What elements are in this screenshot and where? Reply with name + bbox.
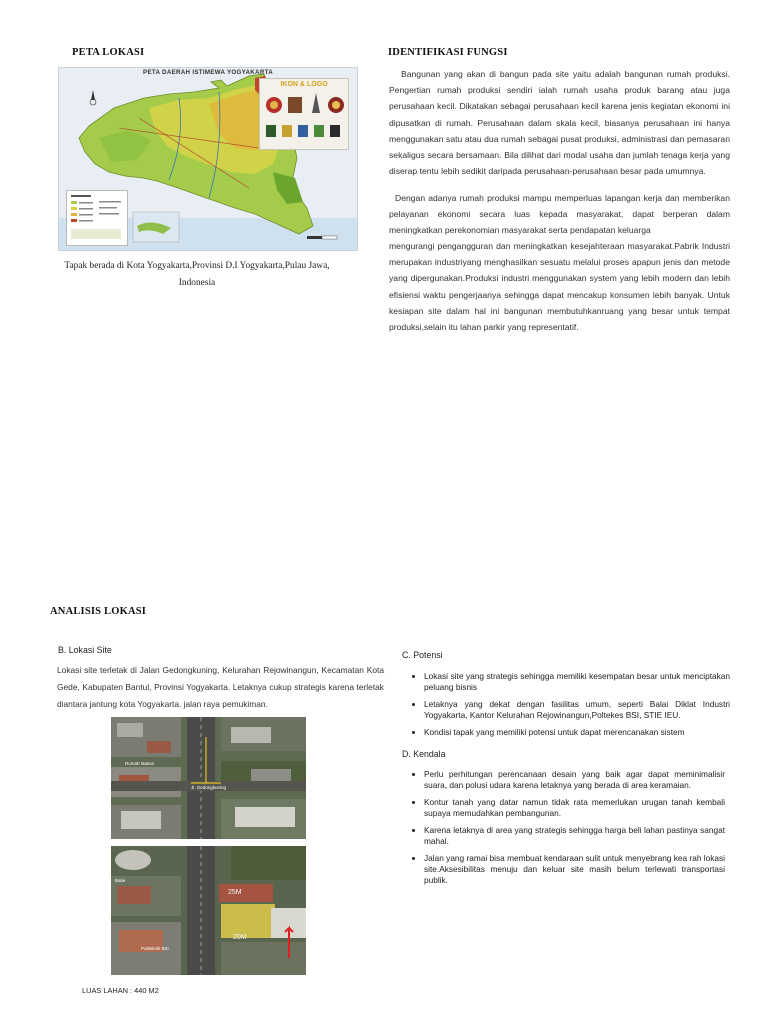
fungsi-paragraph-1: Bangunan yang akan di bangun pada site yaitu adalah bangunan rumah produksi. Pengertian rumah produksi sendiri ialah rumah usaha produk barang atau juga perusahaan kecil. Dikatakan sebagai perusahaan kecil karena jenis kegiatan ekonomi ini dipusatkan di rumah. Perusahaan dalam skala kecil, biasanya perusahaan ini hanya menggunakan satu atau dua rumah sebagai pusat produksi, administrasi dan pemasaran sekaligus secara bersamaan. Bila dilihat dari modal usaha dan jumlah tenaga kerja yang diserap tentu lebih sedikit daripada perusahaan-perusahaan besar pada umumnya. — [389, 69, 730, 177]
list-item: • Lokasi site yang strategis sehingga memiliki kesempatan besar untuk menciptakan peluang bisnis — [424, 671, 730, 693]
list-item: • Perlu perhitungan perencanaan desain yang baik agar dapat meminimalisir suara, dan polusi udara karena letaknya yang berada di area keramaian. — [424, 769, 725, 791]
analisis-lokasi-heading: ANALISIS LOKASI — [50, 606, 147, 617]
peta-lokasi-heading: PETA LOKASI — [72, 47, 145, 58]
luas-lahan-label: LUAS LAHAN : 440 M2 — [82, 986, 159, 995]
potensi-subheading: C. Potensi — [402, 650, 443, 660]
map-legend — [66, 190, 128, 246]
photo-2-length-label: 25M — [228, 889, 242, 896]
legend-graphic — [67, 191, 127, 245]
photo-1-place-label: Rumah Makan — [125, 761, 155, 766]
potensi-list — [406, 671, 730, 744]
logo-panel — [259, 78, 349, 150]
aerial-photo-road — [111, 717, 306, 839]
photo-2-width-label: 20M — [233, 934, 247, 941]
map-caption: Tapak berada di Kota Yogyakarta,Provinsi D.I Yogyakarta,Pulau Jawa, Indonesia — [64, 261, 330, 288]
list-item: • Kontur tanah yang datar namun tidak rata memerlukan urugan tanah kembali supaya memudahkan pembangunan. — [424, 797, 725, 819]
photo-2-place-label-2: Balai — [115, 878, 126, 883]
photo-2-place-label: Politeknik BSI — [141, 946, 169, 951]
aerial-photo-site — [111, 846, 306, 975]
kendala-list — [406, 769, 725, 892]
lokasi-site-subheading: B. Lokasi Site — [58, 645, 112, 655]
identifikasi-fungsi-heading: IDENTIFIKASI FUNGSI — [388, 47, 508, 58]
list-item: • Letaknya yang dekat dengan fasilitas umum, seperti Balai Diklat Industri Yogyakarta, Kantor Kelurahan Rejowinangun,Poltekes BSI, STIE IEU. — [424, 699, 730, 721]
aerial-photo-2-graphic — [111, 846, 306, 975]
list-item: • Kondisi tapak yang memiliki potensi untuk dapat merencanakan sistem — [424, 727, 730, 738]
list-item: • Karena letaknya di area yang strategis sehingga harga beli lahan pastinya sangat mahal. — [424, 825, 725, 847]
fungsi-paragraph-3: mengurangi pengangguran dan meningkatkan kesejahteraan masyarakat.Pabrik Industri merupakan industriyang menghasilkan sesuatu melalui proses apapun jenis dan metode yang dipergunakan.Produksi industri menggunakan system yang lebih modern dan lebih efisiensi waktu pengerjaanya sehingga dapat mencakup konsumen lebih banyak. Untuk kesiapan site dalam hal ini bangunan membutuhkanruang yang besar untuk tempat produksi,selain itu lahan parkir yang representatif. — [389, 241, 730, 333]
fungsi-paragraph-2: Dengan adanya rumah produksi mampu memperluas lapangan kerja dan memberikan pelayanan ekonomi secara luas kepada masyarakat, dapat berperan dalam meningkatkan perekonomian masyarakat serta pendapatan keluarga — [389, 193, 730, 236]
photo-1-road-label: Jl. Gedongkuning — [191, 785, 227, 790]
lokasi-site-paragraph: Lokasi site terletak di Jalan Gedongkuning, Kelurahan Rejowinangun, Kecamatan Kota Gede, Kabupaten Bantul, Provinsi Yogyakarta. Letaknya cukup strategis karena terletak diantara jantung kota Yogyakarta. jalan raya pemukiman. — [57, 665, 384, 709]
kendala-subheading: D. Kendala — [402, 749, 446, 759]
aerial-photo-1-graphic — [111, 717, 306, 839]
list-item: • Jalan yang ramai bisa membuat kendaraan sulit untuk menyebrang kea rah lokasi site.Aksesibilitas menuju dan keluar site masih belum terlewati transportasi publik. — [424, 853, 725, 886]
emblem-icons — [260, 79, 348, 149]
yogyakarta-map — [58, 67, 358, 251]
logo-panel-title: IKON & LOGO — [280, 81, 328, 88]
map-title: PETA DAERAH ISTIMEWA YOGYAKARTA — [143, 69, 273, 76]
